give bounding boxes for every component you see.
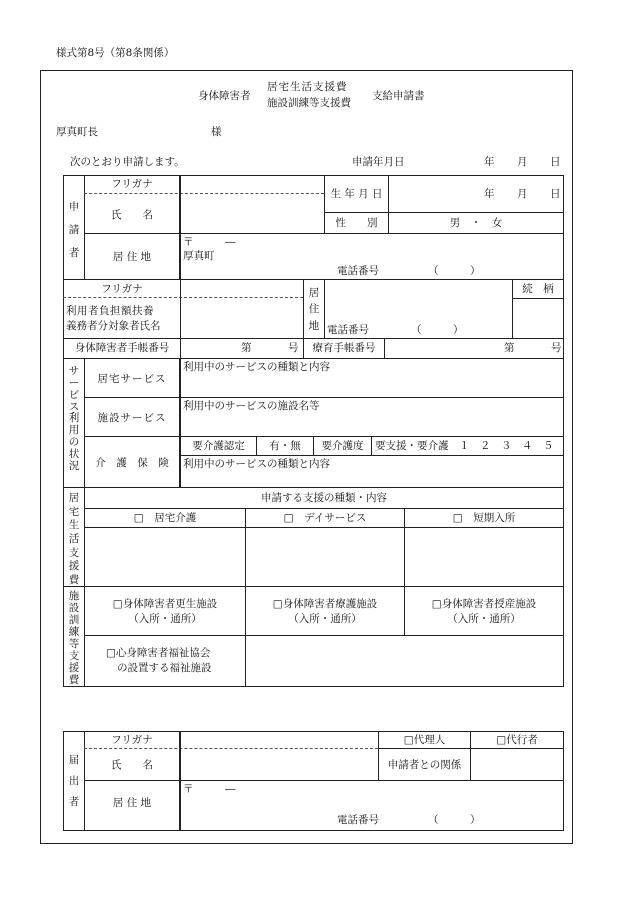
agent-label: □代行者 [496,734,538,746]
applicant-phone-paren: （ ） [428,265,481,277]
service-section-label: サービス利用の状況 [68,365,80,472]
facility-support-section-label: 施設訓練等支援費 [68,590,80,687]
ryouiku-handbook-go: 号 [551,342,562,354]
applicant-name-input[interactable] [180,175,325,234]
rehab-facility-option[interactable] [84,586,246,636]
day-service-label: □ デイサービス [283,512,367,524]
notifier-phone-paren: （ ） [428,814,481,826]
care-level-value: 要支援・要介護 １ ２ ３ ４ ５ [375,440,554,452]
care-insurance-label: 介 護 保 険 [95,457,169,469]
rehab-facility-line1: □身体障害者更生施設 [112,598,218,610]
gender-value: 男 ・ 女 [449,217,503,229]
applicant-furigana-label: フリガナ [111,178,153,190]
notifier-section-label: 届出者 [68,754,80,808]
dependent-residence-label: 居住地 [308,287,320,332]
care-cert-yesno: 有・無 [269,440,301,452]
birth-day: 日 [550,188,561,200]
nursing-facility-option[interactable] [245,586,405,636]
applicant-phone-label: 電話番号 [337,265,379,277]
intro-text: 次のとおり申請します。 [70,156,185,168]
welfare-association-line1: □心身障害者福祉協会 [106,647,211,659]
short-stay-detail-input[interactable] [404,527,564,587]
home-support-header: 申請する支援の種類・内容 [261,492,387,504]
applicant-town: 厚真町 [183,250,215,262]
notifier-postal: 〒 ― [183,783,236,795]
notifier-furigana-label: フリガナ [111,734,153,746]
physical-handbook-label: 身体障害者手帳番号 [74,342,170,354]
short-stay-label: □ 短期入所 [452,512,516,524]
title-line1: 居宅生活支援費 [267,81,348,93]
ryouiku-handbook-input[interactable] [384,338,564,359]
facility-blank-cell [245,635,564,687]
facility-service-label: 施設サービス [97,412,167,424]
addressee-honorific: 様 [211,126,222,138]
home-care-label: □ 居宅介護 [133,512,197,524]
rehab-facility-line2: （入所・通所） [128,613,202,625]
care-level-label: 要介護度 [321,440,364,452]
physical-handbook-dai: 第 [241,342,252,354]
apply-month: 月 [517,156,528,168]
facility-service-desc: 利用中のサービスの施設名等 [183,400,320,412]
dependent-label-line1: 利用者負担額扶養 [66,305,154,317]
nursing-facility-line1: □身体障害者療護施設 [272,598,378,610]
dependent-label-line2: 義務者分対象者氏名 [66,320,161,332]
applicant-name-label: 氏 名 [111,209,153,221]
notifier-name-input[interactable] [180,731,379,781]
applicant-address-label: 居 住 地 [112,251,152,263]
title-line2: 施設訓練等支援費 [267,97,351,109]
work-facility-option[interactable] [404,586,564,636]
title-prefix: 身体障害者 [198,90,251,102]
home-support-section-label: 居宅生活支援費 [68,492,80,586]
dependent-phone-paren: （ ） [411,324,464,336]
birth-date-input[interactable] [388,175,564,213]
birth-label: 生 年 月 日 [330,188,383,200]
form-code: 様式第8号（第8条関係） [56,47,175,59]
dependent-phone-label: 電話番号 [327,324,369,336]
home-service-desc: 利用中のサービスの種類と内容 [183,361,330,373]
work-facility-line2: （入所・通所） [447,613,521,625]
welfare-association-option[interactable] [84,635,246,687]
apply-year: 年 [484,156,495,168]
work-facility-line1: □身体障害者授産施設 [431,598,537,610]
birth-year: 年 [484,188,495,200]
gender-label: 性 別 [335,217,378,229]
home-service-label: 居宅サービス [97,373,167,385]
care-service-desc: 利用中のサービスの種類と内容 [183,458,330,470]
addressee-name: 厚真町長 [56,126,98,138]
notifier-address-label: 居 住 地 [112,797,152,809]
notifier-name-label: 氏 名 [111,759,153,771]
dependent-furigana-label: フリガナ [101,283,143,295]
apply-date-label: 申請年月日 [352,156,405,168]
notifier-phone-label: 電話番号 [337,814,379,826]
notifier-relation-label: 申請者との関係 [387,759,462,771]
applicant-postal: 〒 ― [183,236,236,248]
dependent-relation-label: 続 柄 [522,283,554,295]
dependent-relation-input[interactable] [512,298,564,339]
birth-month: 月 [517,188,528,200]
ryouiku-handbook-dai: 第 [504,342,515,354]
home-care-detail-input[interactable] [84,527,246,587]
ryouiku-handbook-label: 療育手帳番号 [312,342,376,354]
day-service-detail-input[interactable] [245,527,405,587]
proxy-label: □代理人 [403,734,446,746]
nursing-facility-line2: （入所・通所） [288,613,362,625]
welfare-association-line2: の設置する福祉施設 [117,662,212,674]
applicant-section-label: 申請者 [68,201,80,260]
physical-handbook-go: 号 [288,342,299,354]
apply-day: 日 [550,156,561,168]
notifier-relation-input[interactable] [470,748,564,781]
care-cert-label: 要介護認定 [192,440,245,452]
dependent-name-input[interactable] [180,279,304,339]
title-suffix: 支給申請書 [372,90,425,102]
